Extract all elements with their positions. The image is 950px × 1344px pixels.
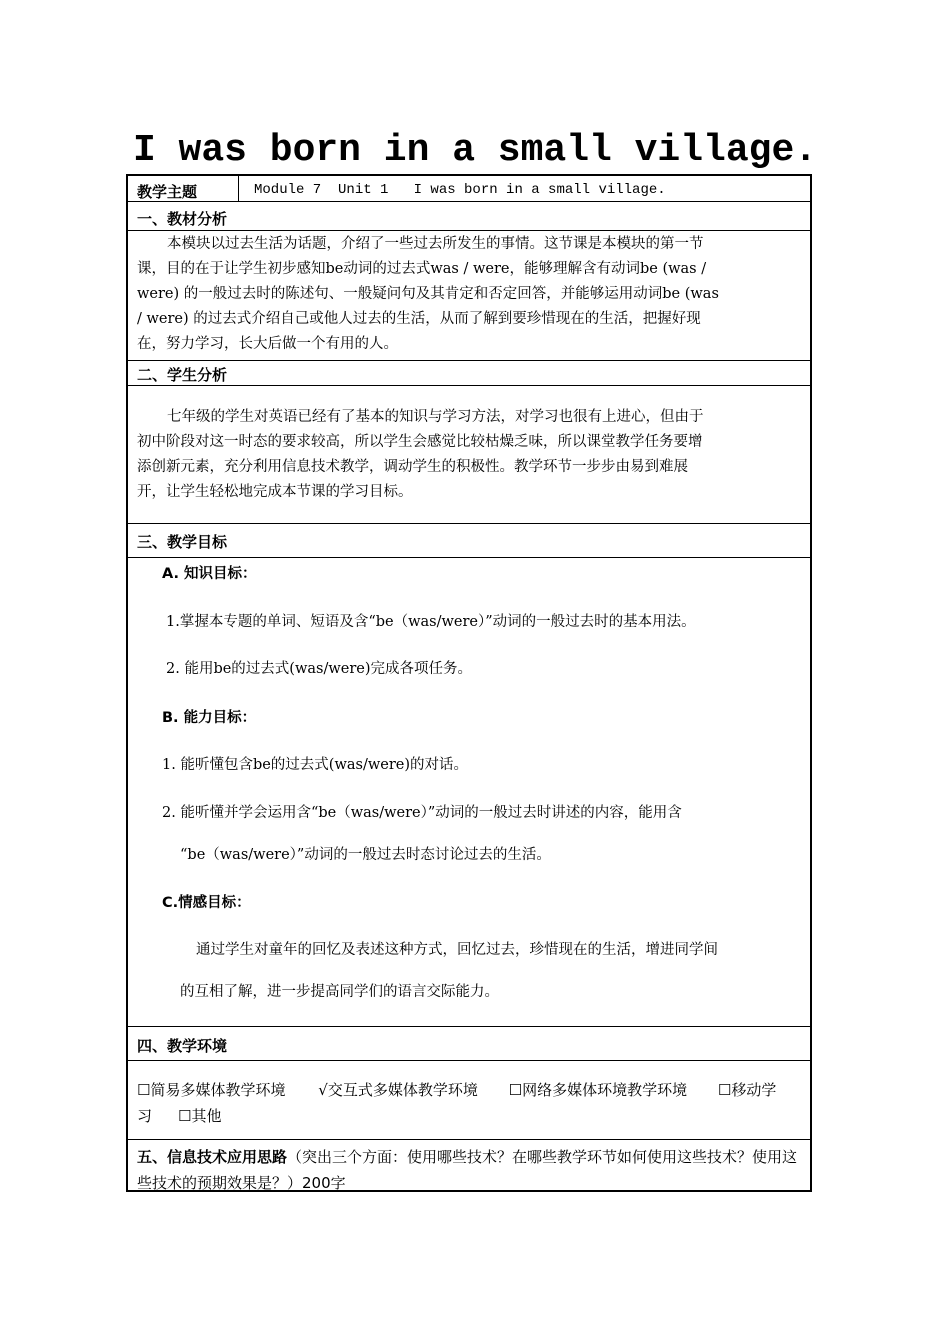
section1-line: / were) 的过去式介绍自己或他人过去的生活，从而了解到要珍惜现在的生活，把握好现	[137, 311, 701, 327]
env-option-network[interactable]: ☐网络多媒体环境教学环境	[508, 1081, 688, 1099]
topic-divider	[238, 176, 239, 201]
checkbox-unchecked-icon[interactable]: ☐	[178, 1107, 192, 1125]
topic-value: Module 7 Unit 1 I was born in a small village.	[254, 182, 666, 198]
env-option-interactive[interactable]: √交互式多媒体教学环境	[318, 1081, 478, 1099]
divider	[128, 201, 810, 202]
env-option-mobile[interactable]: ☐移动学习	[137, 1081, 777, 1125]
divider	[128, 557, 810, 558]
checkbox-unchecked-icon[interactable]: ☐	[717, 1081, 732, 1099]
ability-goal-2-line2: “be（was/were）”动词的一般过去时态讨论过去的生活。	[180, 847, 551, 863]
topic-row	[128, 176, 810, 201]
env-option-other[interactable]: ☐其他	[178, 1107, 222, 1125]
divider	[128, 1139, 810, 1140]
section3-heading: 三、教学目标	[137, 533, 228, 551]
divider	[128, 360, 810, 361]
divider	[128, 1026, 810, 1027]
ability-goal-heading: B. 能力目标：	[162, 710, 257, 726]
section2-line: 七年级的学生对英语已经有了基本的知识与学习方法，对学习也很有上进心，但由于	[167, 409, 704, 425]
knowledge-goal-heading: A. 知识目标：	[162, 566, 257, 582]
emotion-goal-line2: 的互相了解，进一步提高同学们的语言交际能力。	[180, 984, 499, 1000]
section1-line: 课，目的在于让学生初步感知be动词的过去式was / were，能够理解含有动词be (was /	[137, 261, 707, 277]
section2-line: 初中阶段对这一时态的要求较高，所以学生会感觉比较枯燥乏味，所以课堂教学任务要增	[137, 434, 703, 450]
divider	[128, 385, 810, 386]
ability-goal-1: 1. 能听懂包含be的过去式(was/were)的对话。	[162, 757, 469, 773]
section1-line: 本模块以过去生活为话题，介绍了一些过去所发生的事情。这节课是本模块的第一节	[167, 236, 704, 252]
section5-block	[137, 1144, 802, 1196]
topic-label: 教学主题	[137, 183, 198, 201]
checkmark-icon[interactable]: √	[318, 1081, 328, 1099]
checkbox-unchecked-icon[interactable]: ☐	[508, 1081, 523, 1099]
section1-body	[137, 232, 802, 357]
environment-options	[137, 1077, 802, 1129]
section1-line: were) 的一般过去时的陈述句、一般疑问句及其肯定和否定回答，并能够运用动词be (was	[137, 286, 719, 302]
section1-line: 在，努力学习，长大后做一个有用的人。	[137, 336, 398, 352]
knowledge-goal-1: 1.掌握本专题的单词、短语及含“be（was/were）”动词的一般过去时的基本用法。	[166, 614, 696, 630]
section5-note: （突出三个方面：使用哪些技术？在哪些教学环节如何使用这些技术？使用这些技术的预期效果是？）200字	[137, 1148, 798, 1192]
divider	[128, 523, 810, 524]
divider	[128, 1060, 810, 1061]
section4-heading: 四、教学环境	[137, 1037, 228, 1055]
section2-line: 添创新元素，充分利用信息技术教学，调动学生的积极性。教学环节一步步由易到难展	[137, 459, 688, 475]
lesson-plan-table	[126, 174, 812, 1192]
knowledge-goal-2: 2. 能用be的过去式(was/were)完成各项任务。	[166, 661, 473, 677]
divider	[128, 230, 810, 231]
document-title: I was born in a small village.	[132, 129, 818, 172]
section1-heading: 一、教材分析	[137, 210, 228, 228]
emotion-goal-heading: C.情感目标：	[162, 895, 251, 911]
section5-heading: 五、信息技术应用思路	[137, 1148, 288, 1166]
section2-body	[137, 405, 802, 505]
env-option-simple[interactable]: ☐简易多媒体教学环境	[137, 1081, 286, 1099]
checkbox-unchecked-icon[interactable]: ☐	[137, 1081, 151, 1099]
emotion-goal-line1: 通过学生对童年的回忆及表述这种方式，回忆过去，珍惜现在的生活，增进同学间	[196, 942, 718, 958]
section2-heading: 二、学生分析	[137, 366, 228, 384]
ability-goal-2-line1: 2. 能听懂并学会运用含“be（was/were）”动词的一般过去时讲述的内容，能用含	[162, 805, 682, 821]
section2-line: 开，让学生轻松地完成本节课的学习目标。	[137, 484, 413, 500]
